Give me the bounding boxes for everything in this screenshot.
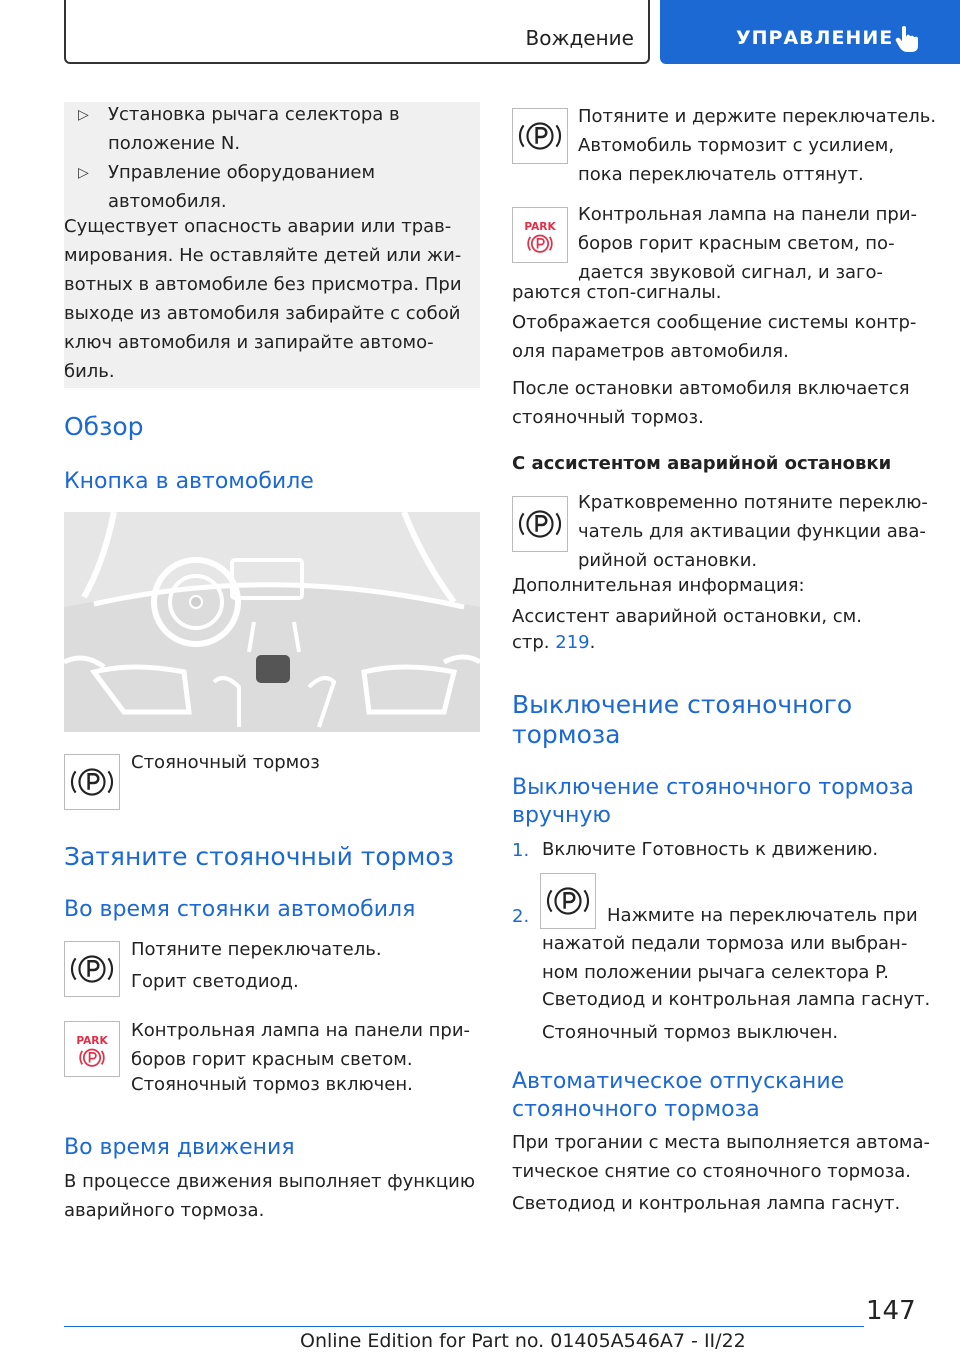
more-info-text: Дополнительная информация: — [512, 575, 805, 596]
parking-brake-switch-icon — [64, 754, 120, 810]
step-number-1: 1. — [512, 840, 530, 861]
footer-divider — [64, 1326, 864, 1327]
step-2-text: нажатой педали тормоза или выбран- ном положении рычага селектора P. — [542, 933, 908, 983]
header-section-tab — [64, 0, 650, 64]
header-chapter-title: УПРАВЛЕНИЕ — [736, 27, 894, 49]
release-heading: Выключение стояночного тормоза — [512, 690, 853, 749]
auto-led-text: Светодиод и контрольная лампа гаснут. — [512, 1193, 901, 1214]
step-2-first-line: Нажмите на переключатель при — [607, 905, 918, 926]
assist-ref-text: Ассистент аварийной остановки, см. — [512, 606, 862, 627]
parking-brake-switch-icon — [512, 496, 568, 552]
parking-brake-switch-icon — [512, 108, 568, 164]
parking-brake-switch-icon — [540, 873, 596, 929]
header-chapter-tab — [660, 0, 960, 64]
page-ref-link[interactable]: 219 — [555, 632, 590, 653]
car-interior-illustration — [64, 512, 480, 732]
driving-text: В процессе движения выполняет функцию аварийного тормоза. — [64, 1171, 476, 1221]
while-driving-heading: Во время движения — [64, 1135, 295, 1160]
button-in-car-heading: Кнопка в автомобиле — [64, 469, 314, 494]
step-number-2: 2. — [512, 906, 530, 927]
while-parked-heading: Во время стоянки автомобиля — [64, 897, 416, 922]
park-warning-lamp-icon — [512, 207, 568, 263]
warning-text: Существует опасность аварии или трав- мирования. Не оставляйте детей или жи- вотных в автомобиле без присмотра. При выходе из автомобиля забирайте с собой ключ автомобиля и запирайте автомо- биль. — [64, 216, 462, 382]
parking-brake-switch-icon — [64, 941, 120, 997]
bullet-triangle-icon: ▷ — [78, 107, 89, 123]
led-on-text: Горит светодиод. — [131, 971, 299, 992]
pointing-hand-icon — [894, 24, 920, 54]
footer-edition: Online Edition for Part no. 01405A546A7 - II/22 — [300, 1330, 746, 1352]
apply-brake-heading: Затяните стояночный тормоз — [64, 842, 454, 871]
bullet-triangle-icon: ▷ — [78, 165, 89, 181]
header-section-title: Вождение — [525, 26, 634, 50]
step-2-led-text: Светодиод и контрольная лампа гаснут. — [542, 989, 931, 1010]
assist-text: Кратковременно потяните переклю- чатель для активации функции ава- рийной остановки. — [578, 492, 928, 571]
warning-lamp-text: Контрольная лампа на панели при- боров горит красным светом. — [131, 1020, 471, 1070]
page-reference: стр. 219. — [512, 632, 596, 653]
page-number: 147 — [866, 1296, 916, 1326]
pull-switch-text: Потяните переключатель. — [131, 939, 382, 960]
auto-release-text: При трогании с места выполняется автома- тическое снятие со стояночного тормоза. — [512, 1132, 931, 1182]
warning-bullet-2: Управление оборудованием автомобиля. — [108, 162, 376, 212]
auto-release-heading: Автоматическое отпускание стояночного тормоза — [512, 1069, 845, 1122]
manual-release-heading: Выключение стояночного тормоза вручную — [512, 775, 914, 828]
warning-bullet-1: Установка рычага селектора в положение N. — [108, 104, 400, 154]
assist-heading: С ассистентом аварийной остановки — [512, 453, 892, 474]
lamp-red-text-end: раются стоп-сигналы. — [512, 282, 722, 303]
hold-switch-text: Потяните и держите переключатель. Автомобиль тормозит с усилием, пока переключатель оттянут. — [578, 106, 937, 185]
brake-on-text: Стояночный тормоз включен. — [131, 1074, 413, 1095]
parking-brake-label: Стояночный тормоз — [131, 752, 320, 773]
park-warning-lamp-icon — [64, 1021, 120, 1077]
step-1-text: Включите Готовность к движению. — [542, 839, 879, 860]
step-2-off-text: Стояночный тормоз выключен. — [542, 1022, 839, 1043]
lamp-red-text-part: Контрольная лампа на панели при- боров горит красным светом, по- дается звуковой сигнал, и заго- — [578, 204, 918, 283]
overview-heading: Обзор — [64, 412, 144, 441]
after-stop-text: После остановки автомобиля включается стояночный тормоз. — [512, 378, 910, 428]
message-text: Отображается сообщение системы контр- оля параметров автомобиля. — [512, 312, 917, 362]
